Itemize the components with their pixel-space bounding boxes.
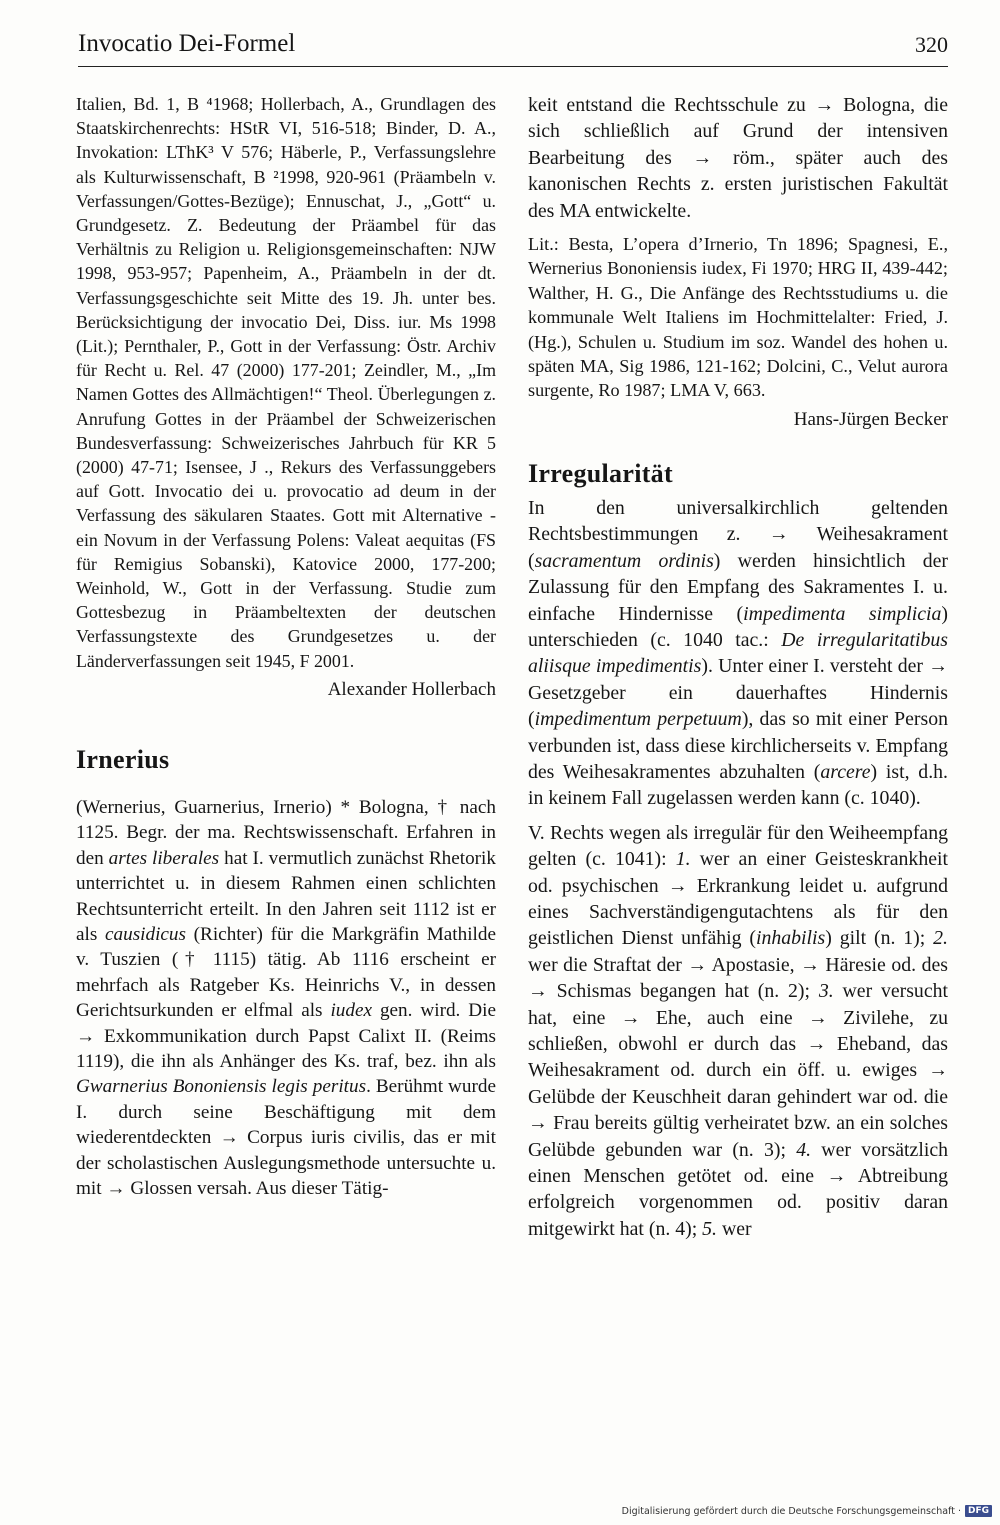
left-column — [76, 92, 496, 1201]
list-number: 1. — [675, 848, 691, 871]
italic-term: inhabilis — [756, 927, 826, 950]
italic-term: artes liberales — [108, 847, 220, 869]
text-run: wer an einer Geisteskrankheit od. psychischen → Erkrankung leidet u. aufgrund eines Sachverständigengutachtens als für den geistlichen Dienst unfähig ( — [528, 848, 948, 950]
digitization-footer — [622, 1503, 992, 1519]
text-run: ) ist, d.h. in keinem Fall zugelassen werden kann (c. 1040). — [528, 760, 948, 810]
text-run: ), das so mit einer Person verbunden ist, dass diese kirchlicherseits v. Empfang des Weihesakramentes abzuhalten ( — [528, 708, 948, 783]
list-number: 4. — [796, 1138, 812, 1161]
irnerius-body — [76, 795, 496, 1202]
right-column — [528, 92, 948, 1242]
irregularitaet-paragraph-1 — [528, 495, 948, 812]
author-signature-becker: Hans-Jürgen Becker — [793, 408, 948, 430]
text-run: (Richter) für die Markgräfin Mathilde v. Tuszien († 1115) tätig. Ab 1116 erscheint er mehrfach als Ratgeber Ks. Heinrichs V., in dessen Gerichtsurkunden er elfmal als — [76, 923, 496, 1022]
italic-term: De irregularitatibus aliisque impedimentis — [528, 628, 948, 678]
italic-term: impedimentum perpetuum — [534, 708, 742, 731]
text-run: V. Rechts wegen als irregulär für den Weiheempfang gelten (c. 1041): — [528, 821, 948, 871]
list-number: 3. — [818, 980, 834, 1003]
text-run: . Berühmt wurde I. durch seine Beschäftigung mit dem wiederentdeckten → Corpus iuris civilis, das er mit der scholastischen Auslegungsmethode untersuchte u. mit → Glossen versah. Aus dieser Tätig- — [76, 1076, 496, 1199]
literature-irnerius: Lit.: Besta, L’opera d’Irnerio, Tn 1896; Spagnesi, E., Wernerius Bononiensis iudex, Fi 1970; HRG II, 439-442; Walther, H. G., Die Anfänge des Rechtsstudiums u. die kommunale Welt Italiens im Hochmittelalter: Fried, J. (Hg.), Schulen u. Studium im soz. Wandel des hohen u. späten MA, Sig 1986, 121-162; Dolcini, C., Velut aurora surgente, Ro 1987; LMA V, 663. — [528, 234, 948, 401]
text-run: ) gilt (n. 1); — [825, 927, 934, 950]
text-run: wer die Straftat der → Apostasie, → Häresie od. des → Schismas begangen hat (n. 2); — [528, 953, 948, 1003]
text-run: wer vorsätzlich einen Menschen getötet od. eine → Abtreibung erfolgreich vorgenommen od. positiv daran mitgewirkt hat (n. 4); — [528, 1138, 948, 1240]
running-title: Invocatio Dei-Formel — [78, 30, 296, 57]
page-header — [78, 26, 948, 67]
text-run: hat I. vermutlich zunächst Rhetorik unterrichtet u. in diesem Rahmen einen schlichten Rechtsunterricht erteilt. In den Jahren seit 1112 ist er als — [76, 847, 496, 945]
text-run: wer versucht hat, eine → Ehe, auch eine → Zivilehe, zu schließen, obwohl er durch das → Eheband, das Weihesakrament od. durch ein öff. u. ewiges → Gelübde der Keuschheit daran gehindert war od. die → Frau bereits gültig verheiratet bzw. an ein solches Gelübde gebunden war (n. 3); — [528, 980, 948, 1161]
italic-term: arcere — [820, 760, 871, 783]
italic-term: iudex — [330, 1000, 373, 1022]
irnerius-body-continued: keit entstand die Rechtsschule zu → Bologna, die sich schließlich auf Grund der intensiven Bearbeitung des → röm., später auch des kanonischen Rechts z. ersten juristischen Fakultät des MA entwickelte. — [528, 94, 948, 222]
bibliography-invocatio: Italien, Bd. 1, B ⁴1968; Hollerbach, A., Grundlagen des Staatskirchenrechts: HStR VI, 516-518; Binder, D. A., Invokation: LThK³ V 576; Häberle, P., Verfassungslehre als Kulturwissenschaft, B ²1998, 920-961 (Präambeln v. Verfassungen/Gottes-Bezüge); Ennuschat, J., „Gott“ u. Grundgesetz. Z. Bedeutung der Präambel für das Verhältnis zu Religion u. Religionsgemeinschaften: NJW 1998, 953-957; Papenheim, A., Präambeln in der dt. Verfassungsgeschichte seit Mitte des 19. Jh. unter bes. Berücksichtigung der invocatio Dei, Diss. iur. Ms 1998 (Lit.); Pernthaler, P., Gott in der Verfassung: Östr. Archiv für Recht u. Rel. 47 (2000) 177-201; Zeindler, M., „Im Namen Gottes des Allmächtigen!“ Theol. Überlegungen z. Anrufung Gottes in der Präambel der Schweizerischen Bundesverfassung: Schweizerisches Jahrbuch für KR 5 (2000) 47-71; Isensee, J ., Rekurs des Verfassunggebers auf Gott. Invocatio dei u. provocatio ad deum in der Verfassung des säkularen Staates. Gott mit Alternative - ein Novum in der Verfassung Polens: Valeat aequitas (FS für Remigius Sobanski), Katovice 2000, 177-200; Weinhold, W., Gott in der Verfassung. Studie zum Gottesbezug in Präambeltexten der deutschen Verfassungstexte des Grundgesetzes u. der Länderverfassungen seit 1945, F 2001. — [76, 94, 496, 671]
irregularitaet-paragraph-2 — [528, 820, 948, 1243]
page-number: 320 — [915, 32, 948, 57]
italic-term: Gwarnerius Bononiensis legis peritus — [76, 1076, 367, 1098]
author-signature-hollerbach: Alexander Hollerbach — [327, 678, 496, 700]
text-run: ) unterschieden (c. 1040 tac.: — [528, 602, 948, 651]
text-run: gen. wird. Die → Exkommunikation durch Papst Calixt II. (Reims 1119), die ihn als Anhänger des Ks. traf, bez. ihn als — [76, 1000, 496, 1072]
text-run: In den universalkirchlich geltenden Rechtsbestimmungen z. → Weihesakrament ( — [528, 496, 948, 572]
footer-text: Digitalisierung gefördert durch die Deutsche Forschungsgemeinschaft · — [621, 1505, 961, 1517]
dfg-logo: DFG — [965, 1505, 992, 1517]
italic-term: sacramentum ordinis — [534, 549, 714, 572]
text-run: ) werden hinsichtlich der Zulassung für den Empfang des Sakramentes I. u. einfache Hindernisse ( — [528, 549, 948, 625]
list-number: 2. — [933, 927, 948, 950]
text-run: ). Unter einer I. versteht der → Gesetzgeber ein dauerhaftes Hindernis ( — [528, 655, 949, 731]
entry-heading-irregularitaet: Irregularität — [528, 458, 673, 488]
text-run: (Wernerius, Guarnerius, Irnerio) * Bologna, † nach 1125. Begr. der ma. Rechtswissenschaft. Erfahren in den — [76, 796, 496, 869]
italic-term: impedimenta simplicia — [743, 602, 942, 625]
list-number: 5. — [702, 1217, 717, 1240]
entry-heading-irnerius: Irnerius — [76, 744, 170, 774]
italic-term: causidicus — [104, 923, 186, 945]
text-run: wer — [717, 1217, 752, 1240]
